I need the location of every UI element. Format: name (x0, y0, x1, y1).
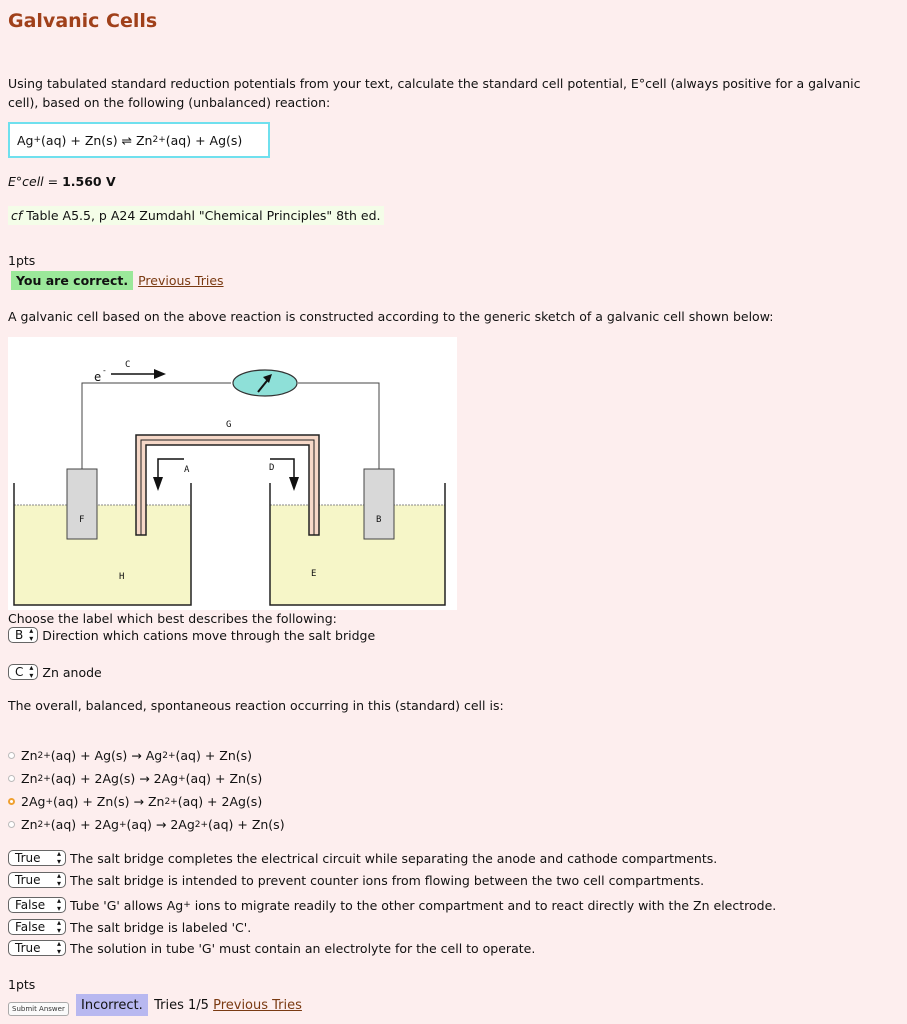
ecell-result: E°cell = 1.560 V (8, 174, 116, 189)
reaction-option[interactable]: Zn 2+ (aq) + 2Ag + (aq) → 2Ag 2+ (aq) + Zn(s) (8, 817, 285, 832)
submit-answer-button[interactable]: Submit Answer (8, 1002, 69, 1016)
tf-statement: False ▴ ▾ Tube 'G' allows Ag + ions to migrate readily to the other compartment and to react directly with the Zn electrode. (8, 897, 776, 913)
radio-button[interactable] (8, 752, 15, 759)
label-g: G (226, 420, 232, 430)
reaction-box: Ag + (aq) + Zn(s) ⇌ Zn 2+ (aq) + Ag(s) (8, 122, 270, 158)
tf-statement: True ▴ ▾ The solution in tube 'G' must contain an electrolyte for the cell to operate. (8, 940, 535, 956)
tf-statement: False ▴ ▾ The salt bridge is labeled 'C'. (8, 919, 251, 935)
zn-anode-select[interactable]: C ▴ ▾ (8, 664, 38, 680)
label-f: F (79, 515, 85, 525)
tries-status: Tries 1/5 Previous Tries (150, 998, 302, 1013)
arrow-a (153, 477, 163, 491)
cation-direction-select[interactable]: B ▴ ▾ (8, 627, 38, 643)
electron-arrow (154, 369, 166, 379)
radio-button[interactable] (8, 775, 15, 782)
radio-button-selected[interactable] (8, 798, 15, 805)
svg-text:-: - (102, 366, 107, 375)
label-a: A (184, 465, 190, 475)
label-question-row: B ▴ ▾ Direction which cations move through the salt bridge (8, 627, 375, 643)
points-label: 1pts (8, 977, 36, 992)
intro-text: Using tabulated standard reduction potentials from your text, calculate the standard cell potential, E°cell (always positive for a galvanic cell), based on the following (unbalanced) reaction: (8, 76, 861, 110)
correct-badge: You are correct. (11, 271, 133, 290)
label-h: H (119, 572, 125, 582)
label-d: D (269, 463, 275, 473)
previous-tries-link[interactable]: Previous Tries (213, 998, 302, 1013)
points-label: 1pts (8, 253, 36, 268)
select-arrows-icon: ▴ ▾ (56, 871, 61, 888)
reaction-option[interactable]: Zn 2+ (aq) + 2Ag(s) → 2Ag + (aq) + Zn(s) (8, 771, 262, 786)
feedback-row (11, 271, 224, 290)
galvanic-cell-diagram (8, 337, 457, 610)
select-arrows-icon: ▴ ▾ (56, 918, 61, 935)
select-arrows-icon: ▴ ▾ (29, 663, 34, 680)
left-electrode (67, 469, 97, 539)
label-e-electron: e (94, 370, 102, 384)
right-solution (270, 505, 445, 605)
select-arrows-icon: ▴ ▾ (56, 849, 61, 866)
select-arrows-icon: ▴ ▾ (56, 939, 61, 956)
reaction-option[interactable]: Zn 2+ (aq) + Ag(s) → Ag 2+ (aq) + Zn(s) (8, 748, 252, 763)
left-solution (14, 505, 191, 605)
label-question-heading: Choose the label which best describes the following: (8, 611, 337, 626)
true-false-select[interactable]: True ▴ ▾ (8, 850, 66, 866)
arrow-d (289, 477, 299, 491)
label-b: B (376, 515, 382, 525)
true-false-select[interactable]: True ▴ ▾ (8, 872, 66, 888)
tf-statement: True ▴ ▾ The salt bridge is intended to prevent counter ions from flowing between the two cell compartments. (8, 872, 704, 888)
select-arrows-icon: ▴ ▾ (29, 626, 34, 643)
radio-button[interactable] (8, 821, 15, 828)
label-e: E (311, 569, 317, 579)
incorrect-badge: Incorrect. (76, 994, 148, 1016)
tf-statement: True ▴ ▾ The salt bridge completes the electrical circuit while separating the anode and cathode compartments. (8, 850, 717, 866)
right-electrode (364, 469, 394, 539)
label-question-row: C ▴ ▾ Zn anode (8, 664, 102, 680)
diagram-intro: A galvanic cell based on the above reaction is constructed according to the generic sketch of a galvanic cell shown below: (8, 309, 774, 324)
label-c: C (125, 360, 131, 370)
true-false-select[interactable]: True ▴ ▾ (8, 940, 66, 956)
page-title: Galvanic Cells (8, 10, 158, 32)
previous-tries-link[interactable]: Previous Tries (138, 273, 224, 288)
reaction-option-selected[interactable]: 2Ag + (aq) + Zn(s) → Zn 2+ (aq) + 2Ag(s) (8, 794, 262, 809)
select-arrows-icon: ▴ ▾ (56, 896, 61, 913)
true-false-select[interactable]: False ▴ ▾ (8, 897, 66, 913)
overall-heading: The overall, balanced, spontaneous reaction occurring in this (standard) cell is: (8, 698, 504, 713)
true-false-select[interactable]: False ▴ ▾ (8, 919, 66, 935)
source-note: cf Table A5.5, p A24 Zumdahl "Chemical Principles" 8th ed. (8, 206, 384, 225)
